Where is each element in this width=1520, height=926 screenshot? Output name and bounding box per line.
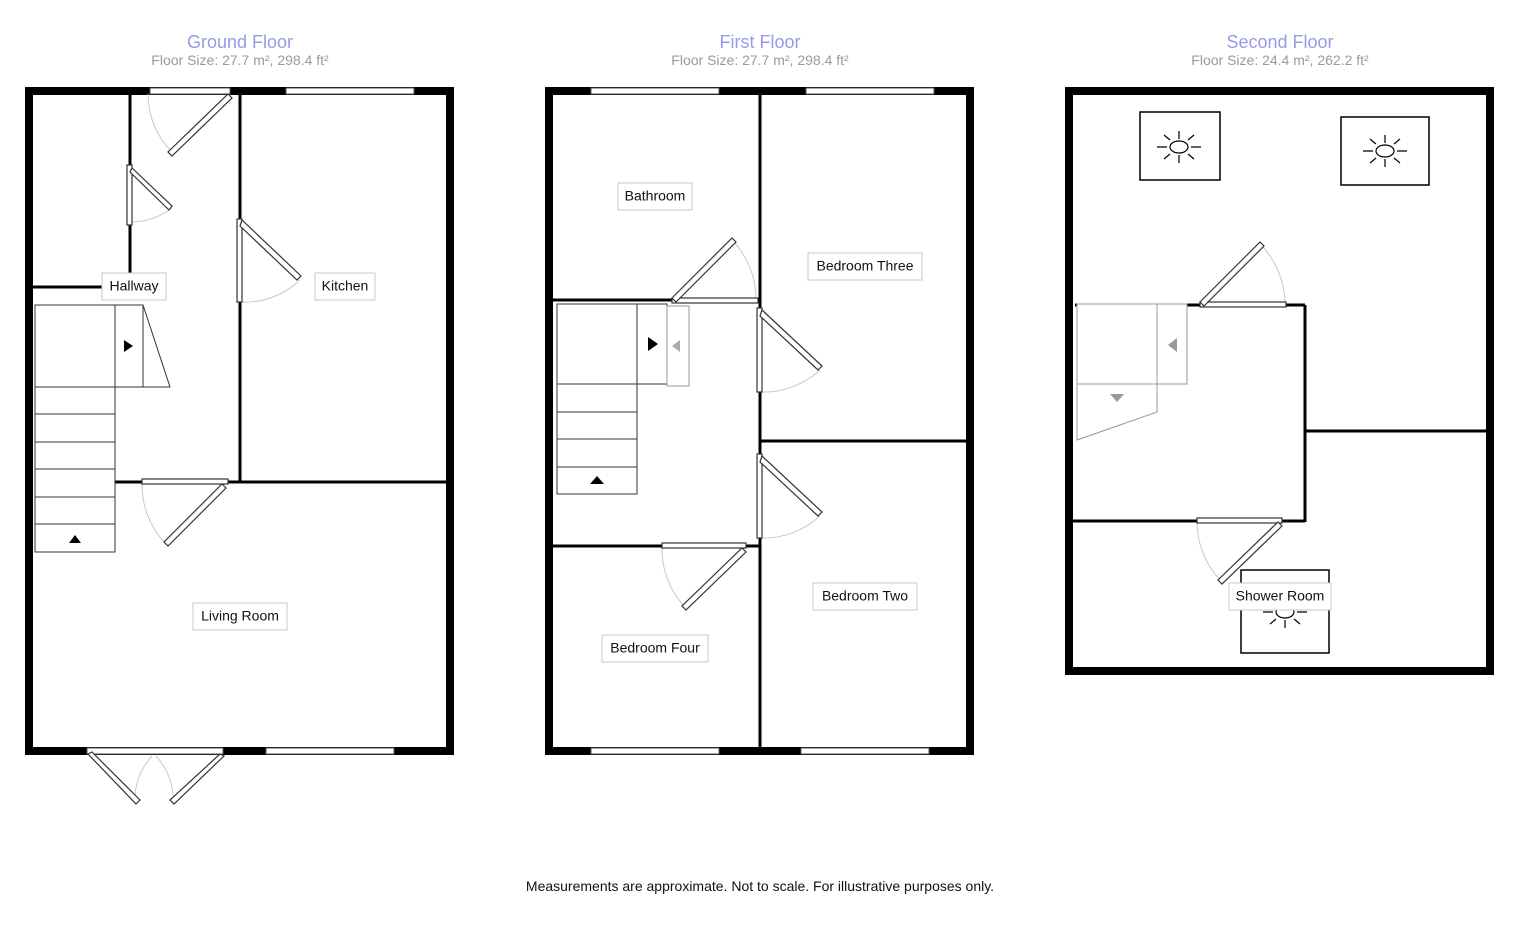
shower-room-door[interactable] <box>1197 518 1282 523</box>
stair-landing <box>557 304 637 384</box>
door-leaf <box>130 168 172 210</box>
window <box>266 748 394 754</box>
window <box>150 88 230 94</box>
window <box>806 88 934 94</box>
bedroom-four-door[interactable] <box>662 543 746 548</box>
staircase <box>1077 304 1187 440</box>
bedroom-two-door[interactable] <box>757 454 762 538</box>
room-label-bedroom-three: Bedroom Three <box>816 257 914 274</box>
first-floor-size: Floor Size: 27.7 m², 298.4 ft² <box>671 52 849 68</box>
stair-landing <box>35 305 115 387</box>
roof-window <box>1140 112 1220 180</box>
door-leaf <box>682 548 746 610</box>
disclaimer-text: Measurements are approximate. Not to scale. For illustrative purposes only. <box>525 878 995 894</box>
staircase <box>557 304 689 494</box>
first-floor <box>549 32 970 754</box>
room-label-kitchen: Kitchen <box>321 277 369 294</box>
door-swing <box>760 516 820 538</box>
living-room-door[interactable] <box>142 479 228 484</box>
door-leaf <box>164 484 226 546</box>
landing-door[interactable] <box>1200 302 1286 307</box>
door-swing <box>1197 521 1220 580</box>
ground-floor-title: Ground Floor <box>186 32 294 52</box>
roof-window <box>1241 570 1329 653</box>
ground-floor-size: Floor Size: 27.7 m², 298.4 ft² <box>151 52 329 68</box>
stair-landing <box>1077 304 1157 384</box>
door-swing <box>662 546 684 606</box>
patio-door-right[interactable] <box>170 754 224 804</box>
front-door[interactable] <box>168 94 232 156</box>
roof-window-frame <box>1241 570 1329 653</box>
door-swing <box>148 94 172 152</box>
door-swing <box>734 242 756 300</box>
room-label-bedroom-four: Bedroom Four <box>610 639 700 656</box>
door-leaf <box>240 220 301 280</box>
door-swing <box>142 482 166 544</box>
window <box>591 88 719 94</box>
roof-window <box>1341 117 1429 185</box>
stair-flight <box>1077 384 1157 440</box>
door-leaf <box>672 238 736 302</box>
patio-door-left[interactable] <box>88 752 140 804</box>
bedroom-three-door[interactable] <box>757 308 762 392</box>
door-swing <box>1262 246 1285 305</box>
room-label-shower-room: Shower Room <box>1235 587 1325 604</box>
door-leaf <box>1200 242 1264 306</box>
room-label-hallway: Hallway <box>109 277 159 294</box>
room-label-bathroom: Bathroom <box>624 187 686 204</box>
staircase <box>35 305 170 552</box>
roof-window-frame <box>1341 117 1429 185</box>
window <box>286 88 414 94</box>
second-floor-size: Floor Size: 24.4 m², 262.2 ft² <box>1191 52 1369 68</box>
roof-window-frame <box>1140 112 1220 180</box>
window <box>591 748 719 754</box>
second-floor <box>1069 32 1490 671</box>
door-swing <box>760 370 820 392</box>
window <box>87 748 223 754</box>
first-floor-title: First Floor <box>719 32 801 52</box>
ground-floor <box>29 32 450 804</box>
door-leaf <box>760 310 822 370</box>
door-swing <box>130 208 172 222</box>
door-swing <box>156 756 173 804</box>
bathroom-door[interactable] <box>672 298 758 303</box>
second-floor-title: Second Floor <box>1226 32 1334 52</box>
window <box>801 748 929 754</box>
room-label-bedroom-two: Bedroom Two <box>821 587 909 604</box>
door-leaf <box>760 456 822 516</box>
kitchen-door[interactable] <box>237 219 242 302</box>
room-label-living-room: Living Room <box>201 607 279 624</box>
door-swing <box>240 280 300 302</box>
